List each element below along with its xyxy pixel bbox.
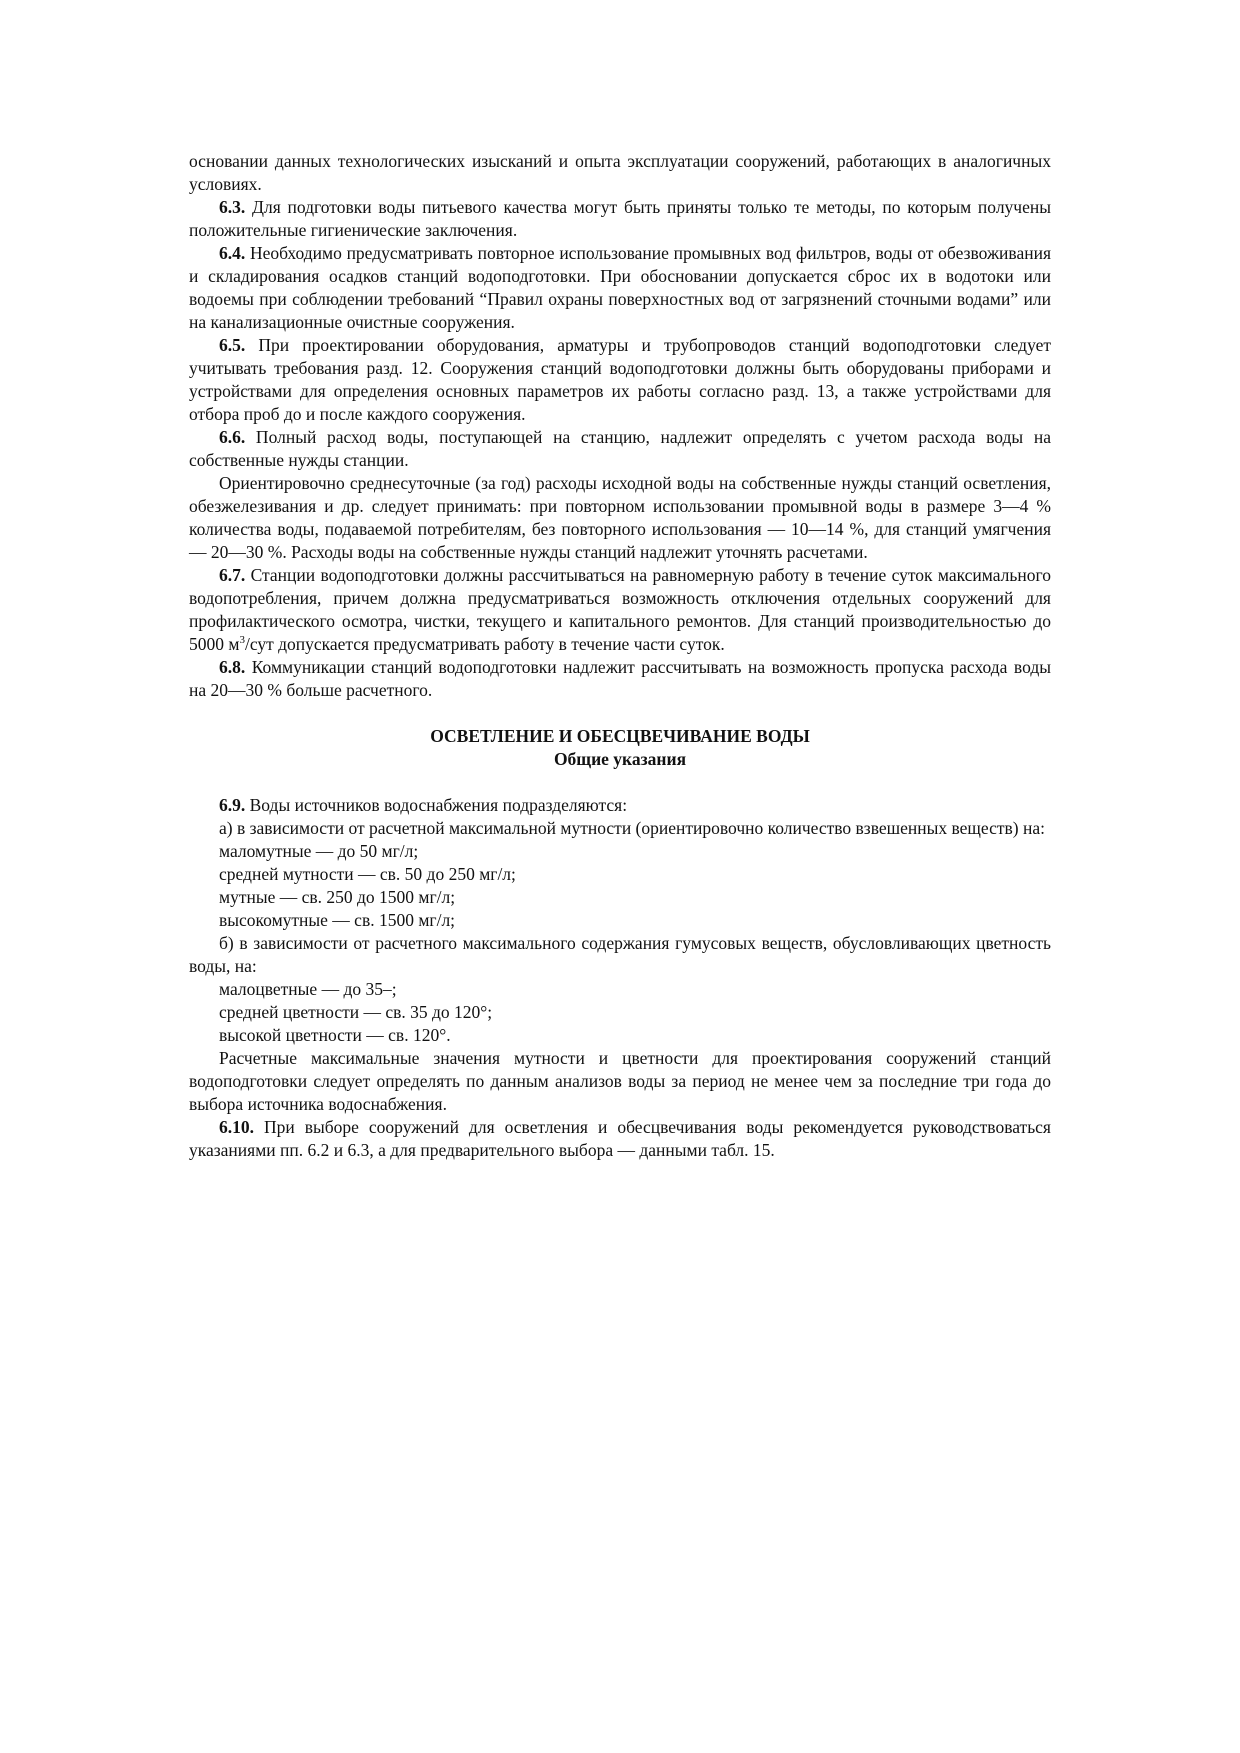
clause-number: 6.7. bbox=[219, 565, 246, 585]
list-item: средней мутности — св. 50 до 250 мг/л; bbox=[219, 864, 516, 884]
clause-text: Необходимо предусматривать повторное использование промывных вод фильтров, воды от обезвоживания и складирования осадков станций водоподготовки. При обосновании допускается сброс их в водотоки или водоемы при соблюдении требований “Правил охраны поверхностных вод от загрязнений сточными водами” или на канализационные очистные сооружения. bbox=[189, 243, 1051, 332]
list-item: высокомутные — св. 1500 мг/л; bbox=[219, 910, 456, 930]
clause-number: 6.3. bbox=[219, 197, 246, 217]
clause-text: Коммуникации станций водоподготовки надлежит рассчитывать на возможность пропуска расхода воды на 20—30 % больше расчетного. bbox=[189, 657, 1051, 700]
clause-6-9-item-b: б) в зависимости от расчетного максимального содержания гумусовых веществ, обусловливающих цветность воды, на: bbox=[189, 933, 1051, 976]
section-heading bbox=[189, 725, 1051, 771]
clause-text: Воды источников водоснабжения подразделяются: bbox=[245, 795, 628, 815]
clause-6-7 bbox=[189, 564, 1051, 656]
clause-6-9-note: Расчетные максимальные значения мутности и цветности для проектирования сооружений станций водоподготовки следует определять по данным анализов воды за период не менее чем за последние три года до выбора источника водоснабжения. bbox=[189, 1048, 1051, 1114]
intro-paragraph: основании данных технологических изысканий и опыта эксплуатации сооружений, работающих в аналогичных условиях. bbox=[189, 151, 1051, 194]
clause-number: 6.4. bbox=[219, 243, 246, 263]
clause-6-3 bbox=[189, 196, 1051, 242]
list-item: малоцветные — до 35–; bbox=[219, 979, 397, 999]
clause-number: 6.5. bbox=[219, 335, 246, 355]
clause-6-6-continuation: Ориентировочно среднесуточные (за год) расходы исходной воды на собственные нужды станций осветления, обезжелезивания и др. следует принимать: при повторном использовании промывной воды в размере 3—4 % количества воды, подаваемой потребителям, без повторного использования — 10—14 %, для станций умягчения — 20—30 %. Расходы воды на собственные нужды станций надлежит уточнять расчетами. bbox=[189, 473, 1051, 562]
clause-6-6 bbox=[189, 426, 1051, 472]
section-subtitle: Общие указания bbox=[553, 749, 687, 769]
clause-text: Для подготовки воды питьевого качества могут быть приняты только те методы, по которым получены положительные гигиенические заключения. bbox=[189, 197, 1051, 240]
list-item: высокой цветности — св. 120°. bbox=[219, 1025, 451, 1045]
document-page bbox=[189, 150, 1051, 1162]
clause-6-9 bbox=[189, 794, 1051, 817]
clause-text: При проектировании оборудования, арматуры и трубопроводов станций водоподготовки следует учитывать требования разд. 12. Сооружения станций водоподготовки должны быть оборудованы приборами и устройствами для определения основных параметров их работы согласно разд. 13, а также устройствами для отбора проб до и после каждого сооружения. bbox=[189, 335, 1051, 424]
list-item: мутные — св. 250 до 1500 мг/л; bbox=[219, 887, 456, 907]
clause-6-4 bbox=[189, 242, 1051, 334]
list-item: средней цветности — св. 35 до 120°; bbox=[219, 1002, 493, 1022]
list-item: маломутные — до 50 мг/л; bbox=[219, 841, 419, 861]
clause-number: 6.6. bbox=[219, 427, 246, 447]
clause-text: Полный расход воды, поступающей на станцию, надлежит определять с учетом расхода воды на собственные нужды станции. bbox=[189, 427, 1051, 470]
clause-text: Станции водоподготовки должны рассчитываться на равномерную работу в течение суток максимального водопотребления, причем должна предусматриваться возможность отключения отдельных сооружений для профилактического осмотра, чистки, текущего и капитального ремонтов. Для станций производительностью до 5000 м bbox=[189, 565, 1051, 654]
clause-6-8 bbox=[189, 656, 1051, 702]
section-title: ОСВЕТЛЕНИЕ И ОБЕСЦВЕЧИВАНИЕ ВОДЫ bbox=[430, 726, 810, 746]
clause-number: 6.10. bbox=[219, 1117, 254, 1137]
superscript: 3 bbox=[239, 634, 245, 647]
clause-6-10 bbox=[189, 1116, 1051, 1162]
clause-6-5 bbox=[189, 334, 1051, 426]
clause-number: 6.9. bbox=[219, 795, 246, 815]
clause-6-9-item-a: а) в зависимости от расчетной максимальной мутности (ориентировочно количество взвешенных веществ) на: bbox=[219, 818, 1045, 838]
clause-text: При выборе сооружений для осветления и обесцвечивания воды рекомендуется руководствоваться указаниями пп. 6.2 и 6.3, а для предварительного выбора — данными табл. 15. bbox=[189, 1117, 1051, 1160]
clause-text-end: /сут допускается предусматривать работу в течение части суток. bbox=[244, 634, 725, 654]
clause-number: 6.8. bbox=[219, 657, 246, 677]
